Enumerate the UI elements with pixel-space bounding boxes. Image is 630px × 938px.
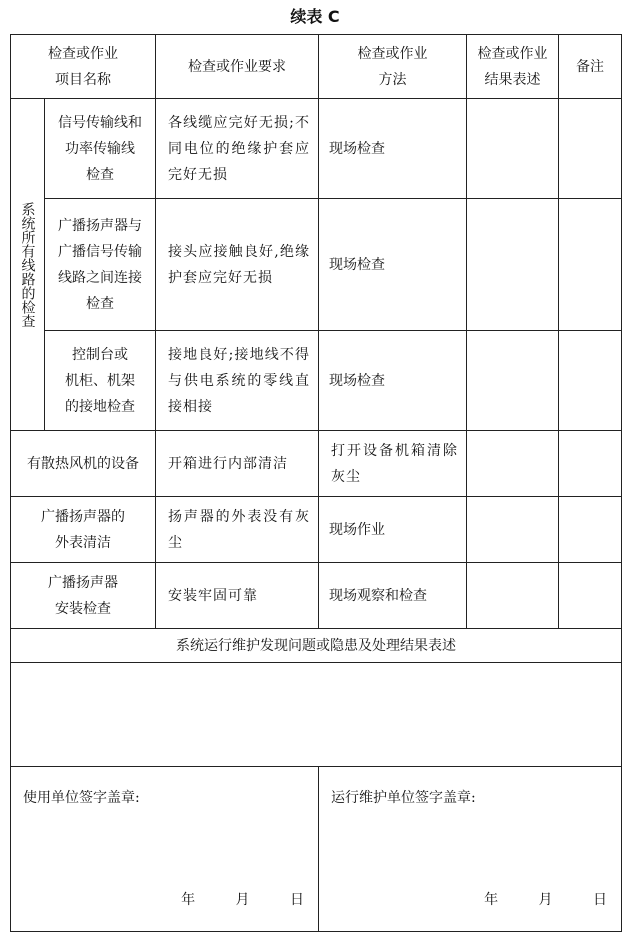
item-line: 安装检查 xyxy=(55,600,111,617)
table-row xyxy=(11,99,622,199)
item-name-cell xyxy=(11,497,156,563)
maintenance-record-table xyxy=(10,34,622,932)
method-cell: 现场检查 xyxy=(319,99,467,199)
summary-body-row xyxy=(11,663,622,767)
maintenance-unit-date xyxy=(462,887,607,913)
header-method-line1: 检查或作业 xyxy=(357,45,428,62)
header-item-name xyxy=(11,35,156,99)
year-label: 年 xyxy=(484,892,499,908)
summary-header-row xyxy=(11,629,622,663)
item-line: 有散热风机的设备 xyxy=(27,455,139,472)
item-line: 功率传输线 xyxy=(65,140,135,157)
header-item-line1: 检查或作业 xyxy=(48,45,118,62)
header-item-line2: 项目名称 xyxy=(55,71,111,88)
item-line: 检查 xyxy=(86,295,114,312)
table-row xyxy=(11,497,622,563)
item-name-cell xyxy=(11,431,156,497)
item-name-cell xyxy=(45,331,156,431)
item-line: 机柜、机架 xyxy=(65,372,135,389)
item-line: 线路之间连接 xyxy=(58,269,142,286)
table-title: 续表 C xyxy=(290,7,340,26)
result-cell[interactable] xyxy=(467,497,559,563)
table-row xyxy=(11,199,622,331)
header-result-line2: 结果表述 xyxy=(484,71,541,88)
maintenance-unit-signature-label: 运行维护单位签字盖章: xyxy=(331,790,476,806)
month-label: 月 xyxy=(538,892,553,908)
header-requirement: 检查或作业要求 xyxy=(156,35,319,99)
requirement-cell: 接地良好;接地线不得与供电系统的零线直接相接 xyxy=(156,331,319,431)
result-cell[interactable] xyxy=(467,99,559,199)
item-line: 广播扬声器的 xyxy=(41,508,125,525)
user-unit-date xyxy=(159,887,304,913)
item-line: 控制台或 xyxy=(72,346,128,363)
requirement-cell: 扬声器的外表没有灰尘 xyxy=(156,497,319,563)
requirement-cell: 各线缆应完好无损;不同电位的绝缘护套应完好无损 xyxy=(156,99,319,199)
header-method xyxy=(319,35,467,99)
group-label: 系统所有线路的检查 xyxy=(19,201,36,328)
result-cell[interactable] xyxy=(467,331,559,431)
item-name-cell xyxy=(11,563,156,629)
table-row xyxy=(11,431,622,497)
header-result xyxy=(467,35,559,99)
year-label: 年 xyxy=(181,892,196,908)
day-label: 日 xyxy=(593,892,607,908)
item-line: 外表清洁 xyxy=(55,534,111,551)
result-cell[interactable] xyxy=(467,563,559,629)
table-row xyxy=(11,563,622,629)
group-label-cell xyxy=(11,99,45,431)
header-method-line2: 方法 xyxy=(378,71,407,88)
remark-cell[interactable] xyxy=(559,99,622,199)
requirement-cell: 安装牢固可靠 xyxy=(156,563,319,629)
result-cell[interactable] xyxy=(467,199,559,331)
month-label: 月 xyxy=(235,892,250,908)
remark-cell[interactable] xyxy=(559,431,622,497)
user-unit-signature-label: 使用单位签字盖章: xyxy=(23,790,140,806)
user-unit-signature-cell[interactable] xyxy=(11,767,319,932)
item-line: 广播扬声器与 xyxy=(58,217,142,234)
remark-cell[interactable] xyxy=(559,199,622,331)
method-cell: 现场作业 xyxy=(319,497,467,563)
header-result-line1: 检查或作业 xyxy=(477,45,548,62)
item-name-cell xyxy=(45,199,156,331)
day-label: 日 xyxy=(290,892,304,908)
signature-row xyxy=(11,767,622,932)
method-cell: 现场检查 xyxy=(319,331,467,431)
remark-cell[interactable] xyxy=(559,331,622,431)
remark-cell[interactable] xyxy=(559,497,622,563)
method-cell: 现场检查 xyxy=(319,199,467,331)
method-cell: 打开设备机箱清除灰尘 xyxy=(319,431,467,497)
summary-input-area[interactable] xyxy=(11,663,622,767)
item-line: 信号传输线和 xyxy=(58,114,142,131)
summary-header: 系统运行维护发现问题或隐患及处理结果表述 xyxy=(11,629,622,663)
requirement-cell: 开箱进行内部清洁 xyxy=(156,431,319,497)
method-cell: 现场观察和检查 xyxy=(319,563,467,629)
item-line: 的接地检查 xyxy=(65,398,135,415)
item-line: 检查 xyxy=(86,166,114,183)
table-row xyxy=(11,331,622,431)
header-row xyxy=(11,35,622,99)
result-cell[interactable] xyxy=(467,431,559,497)
header-remark: 备注 xyxy=(559,35,622,99)
requirement-cell: 接头应接触良好,绝缘护套应完好无损 xyxy=(156,199,319,331)
maintenance-unit-signature-cell[interactable] xyxy=(319,767,622,932)
remark-cell[interactable] xyxy=(559,563,622,629)
item-name-cell xyxy=(45,99,156,199)
item-line: 广播扬声器 xyxy=(48,574,118,591)
item-line: 广播信号传输 xyxy=(58,243,142,260)
